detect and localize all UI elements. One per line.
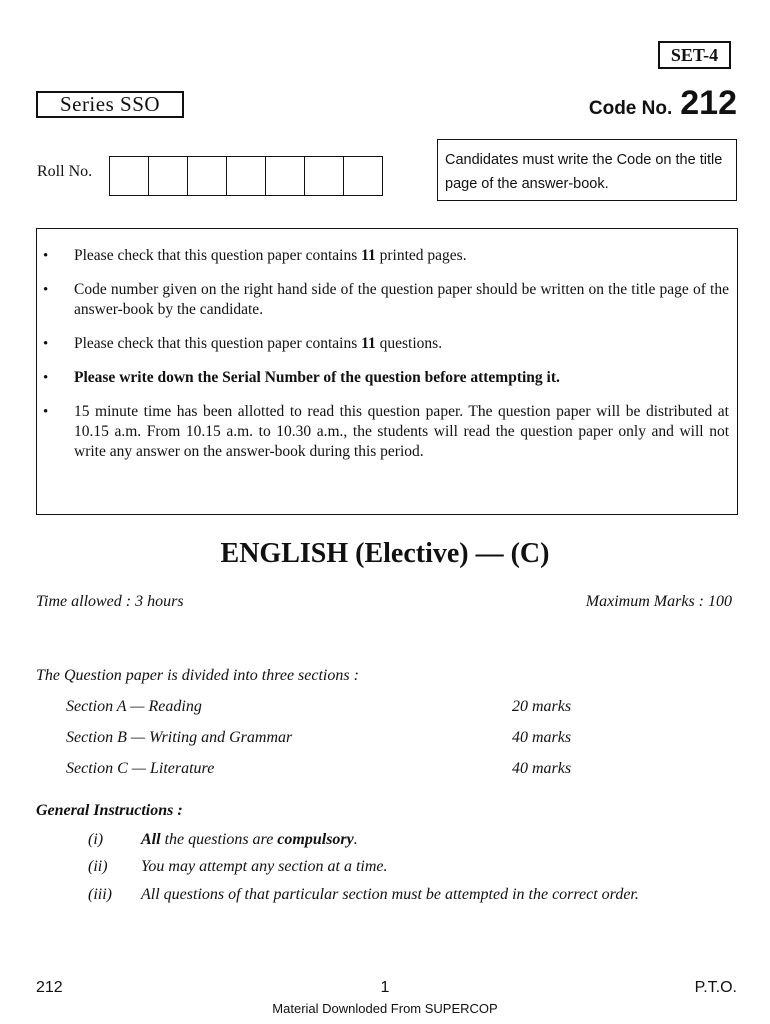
instruction-number: (i) [88,831,104,848]
text-run: All questions of that particular section must be attempted in the correct order. [141,886,639,903]
roll-number-boxes [110,156,383,196]
instruction-text [74,368,729,388]
code-prefix: Code No. [588,98,673,119]
roll-number-box[interactable] [148,156,188,196]
text-run: compulsory [277,831,354,848]
instruction-text [141,885,728,905]
text-run: printed pages. [375,247,467,264]
series-label: Series SSO [36,91,184,118]
instruction-text [74,246,729,266]
section-row [66,698,626,716]
instruction-bullet [43,246,729,266]
instruction-text [74,402,729,462]
roll-number-box[interactable] [109,156,149,196]
section-row [66,729,626,747]
bullet-icon: • [43,282,49,298]
section-name: Section A — Reading [66,698,202,715]
instruction-text [141,830,728,850]
text-run: the questions are [160,831,278,848]
text-run: questions. [375,335,443,352]
instruction-text [74,280,729,320]
roll-number-box[interactable] [187,156,227,196]
roll-number-label: Roll No. [37,163,93,180]
maximum-marks: Maximum Marks : 100 [585,593,732,610]
text-run: 15 minute time has been allotted to read this question paper. The question paper will be distributed at 10.15 a.m. From 10.15 a.m. to 10.30 a.m., the students will read the question paper only and will not write any answer on the answer-book during this period. [74,403,729,460]
sections-intro: The Question paper is divided into three sections : [36,667,359,684]
code-value: 212 [680,84,737,122]
text-run: Please check that this question paper contains [74,335,362,352]
text-run: . [353,831,358,848]
page-number: 1 [380,979,390,996]
section-name: Section B — Writing and Grammar [66,729,293,746]
instruction-bullet [43,368,729,388]
instruction-bullet [43,334,729,354]
pto-label: P.T.O. [694,979,737,996]
section-row [66,760,626,778]
roll-number-box[interactable] [265,156,305,196]
text-run: 11 [361,335,376,352]
text-run: Please write down the Serial Number of the question before attempting it. [74,369,560,386]
instruction-text [141,857,728,877]
time-allowed: Time allowed : 3 hours [36,593,184,610]
bullet-icon: • [43,248,49,264]
section-marks: 40 marks [512,760,572,777]
roll-number-box[interactable] [226,156,266,196]
instructions-box [36,228,738,515]
bullet-icon: • [43,370,49,386]
roll-number-box[interactable] [343,156,383,196]
bullet-icon: • [43,336,49,352]
instruction-text [74,334,729,354]
instruction-number: (ii) [88,858,108,875]
section-marks: 20 marks [512,698,572,715]
instruction-bullet [43,280,729,320]
general-instruction-item [88,830,728,850]
instruction-bullet [43,402,729,462]
instruction-number: (iii) [88,886,112,903]
paper-title: ENGLISH (Elective) — (C) [220,538,550,569]
footer-credit: Material Downloded From SUPERCOP [272,1001,498,1016]
section-name: Section C — Literature [66,760,215,777]
general-instructions-heading: General Instructions : [36,802,183,819]
text-run: You may attempt any section at a time. [141,858,388,875]
section-marks: 40 marks [512,729,572,746]
footer-code: 212 [36,979,63,996]
code-number [589,84,737,123]
general-instruction-item [88,885,728,905]
bullet-icon: • [43,404,49,420]
text-run: All [141,831,161,848]
text-run: Please check that this question paper contains [74,247,362,264]
code-note-box: Candidates must write the Code on the title page of the answer-book. [437,139,737,201]
text-run: Code number given on the right hand side of the question paper should be written on the title page of the answer-book by the candidate. [74,281,729,318]
text-run: 11 [361,247,376,264]
set-label: SET-4 [658,41,731,69]
roll-number-box[interactable] [304,156,344,196]
general-instruction-item [88,857,728,877]
